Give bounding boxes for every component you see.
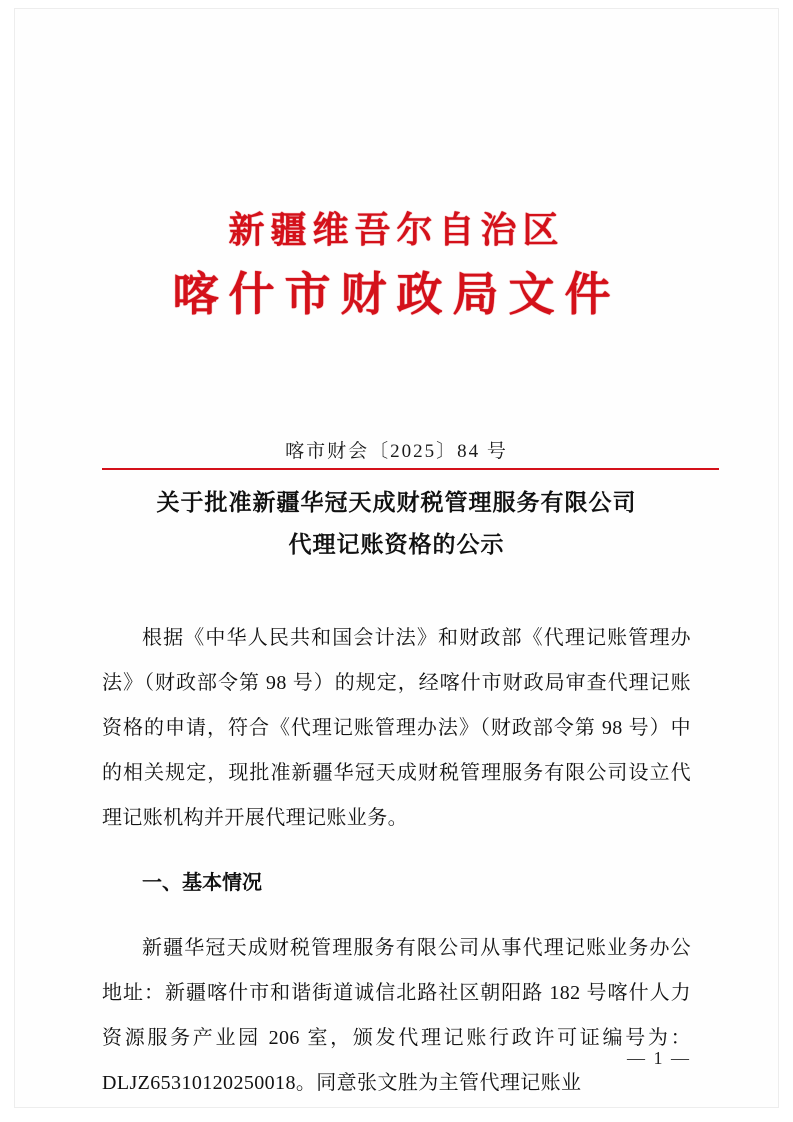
document-title-line-2: 代理记账资格的公示 (288, 532, 505, 557)
page-number: — 1 — (627, 1048, 691, 1068)
red-divider-rule (102, 468, 719, 470)
paper-sheet (14, 8, 779, 1108)
document-title (84, 482, 709, 566)
body-paragraph-1: 根据《中华人民共和国会计法》和财政部《代理记账管理办法》（财政部令第 98 号）的规定，经喀什市财政局审查代理记账资格的申请，符合《代理记账管理办法》（财政部令第 98 号）中的相关规定，现批准新疆华冠天成财税管理服务有限公司设立代理记账机构并开展代理记账业务。 (102, 627, 691, 829)
issuing-region-title: 新疆维吾尔自治区 (228, 210, 565, 250)
section-heading-basic-info: 一、基本情况 (142, 872, 262, 894)
issuing-authority-title: 喀什市财政局文件 (172, 269, 621, 320)
document-number: 喀市财会〔2025〕84 号 (285, 441, 508, 462)
document-body (102, 596, 691, 1122)
section-paragraph-basic-info: 新疆华冠天成财税管理服务有限公司从事代理记账业务办公地址：新疆喀什市和谐街道诚信北路社区朝阳路 182 号喀什人力资源服务产业园 206 室，颁发代理记账行政许可证编号为：DLJZ65310120250018。同意张文胜为主管代理记账业 (102, 937, 691, 1094)
document-header (14, 204, 779, 328)
document-title-line-1: 关于批准新疆华冠天成财税管理服务有限公司 (156, 490, 637, 515)
